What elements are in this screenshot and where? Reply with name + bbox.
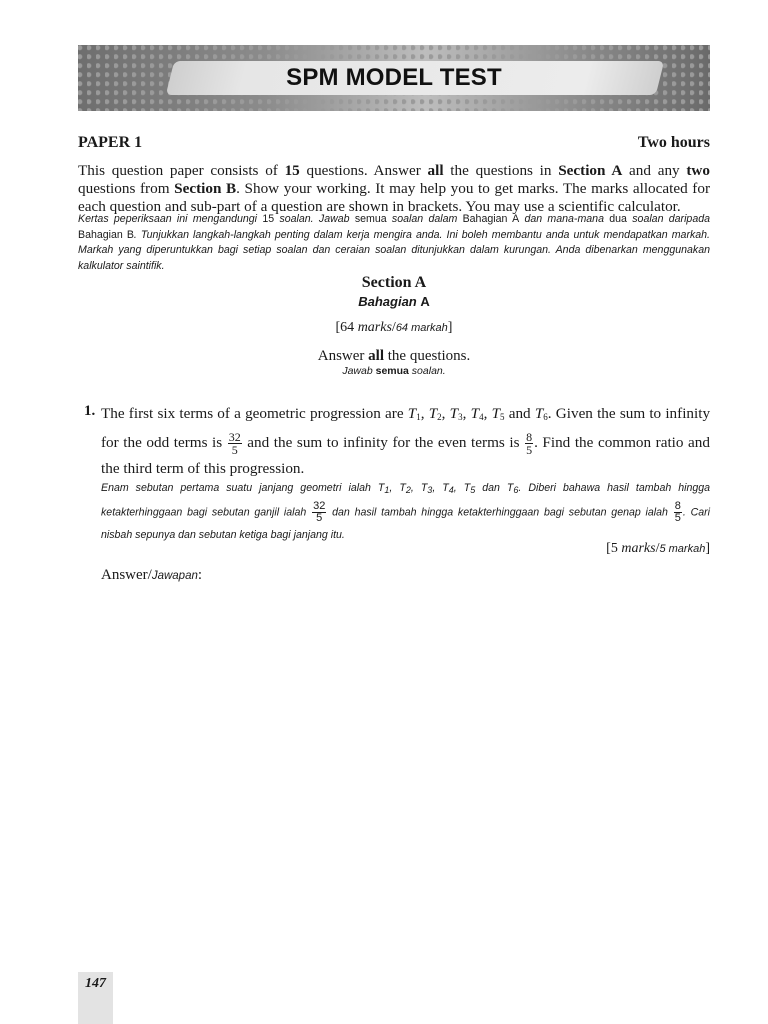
answer-label-colon: : [197,567,203,583]
intro-text: questions. Answer [299,162,428,179]
fraction-denominator: 5 [674,512,681,524]
term-letter: T [420,482,428,494]
term-letter: T [377,482,385,494]
term-subscript: 2 [405,485,411,495]
question-my-text: . Diberi bahawa hasil tambah hingga ketakterhinggaan bagi sebutan ganjil ialah [101,482,711,519]
section-marks-word: marks [357,320,392,335]
intro-text: . Show your working. It may help you to get marks. The marks allocated for each question and sub-part of a question are shown in brackets. You may use a scientific calculator. [78,180,710,215]
section-my-letter: A [420,294,430,309]
intro-my-text: dan mana-mana [519,213,610,225]
question-marks-close: ] [705,541,710,556]
term-letter: T [399,482,406,494]
section-marks-slash: / [391,320,396,335]
question-marks-open: [5 [606,541,622,556]
answer-all-word: all [368,348,384,364]
question-marks-slash: / [655,541,660,556]
intro-my-count: 15 [262,213,275,225]
term-letter: T [407,405,417,422]
instructions-english [78,162,710,216]
term-letter: T [463,482,471,494]
term-separator: , [483,405,492,422]
question-text: The first six terms of a geometric progression are [101,405,408,422]
term-letter: T [506,482,514,494]
question-my-text: dan [475,482,507,494]
section-my-word: Bahagian [358,294,417,309]
fraction-denominator: 5 [526,443,533,458]
intro-text: questions from [78,180,175,197]
intro-my-text: Kertas peperiksaan ini mengandungi [78,213,263,225]
intro-my-semua: semua [354,213,387,225]
fraction-numerator: 32 [313,500,326,512]
term-separator: , [389,482,400,494]
term-subscript: 5 [470,485,476,495]
term-subscript: 4 [479,412,484,422]
term-letter: T [449,405,459,422]
intro-text: This question paper consists of [78,162,285,179]
section-marks [78,320,710,336]
intro-my-bahagian-b: Bahagian B [78,228,134,241]
answer-all-instruction [78,348,710,365]
question-marks-malay: 5 markah [659,543,706,555]
section-marks-close: ] [447,320,453,335]
answer-label [101,567,202,584]
paper-duration: Two hours [637,134,710,151]
question-text: . Given the sum to infinity for the odd terms is [101,405,711,451]
fraction-numerator: 32 [228,430,241,445]
term-separator: , [441,405,450,422]
term-letter: T [428,405,438,422]
term-letter: T [442,482,449,494]
question-text-malay [101,477,710,546]
term-subscript: 3 [458,412,463,422]
fraction-odd-sum-malay [312,501,326,524]
question-number: 1. [84,403,96,419]
question-marks [606,541,710,557]
intro-text: the questions in [443,162,559,179]
answer-label-english: Answer/ [101,567,152,583]
fraction-odd-sum [228,431,242,456]
fraction-even-sum-malay [674,501,682,524]
section-title: Section A [361,274,427,291]
intro-my-text: soalan daripada [626,213,710,225]
question-text: . Find the common ratio and the third term of this progression. [101,434,710,478]
term-separator: , [410,482,421,494]
term-subscript: 4 [448,485,454,495]
answer-label-malay: Jawapan [151,570,198,582]
question-my-text: dan hasil tambah hingga ketakterhinggaan bagi sebutan genap ialah [327,506,673,519]
answer-all-instruction-malay [78,365,710,377]
fraction-numerator: 8 [526,430,533,445]
page-number: 147 [85,976,106,991]
section-title-malay [78,294,710,309]
intro-my-text: . Tunjukkan langkah-langkah penting dalam kerja mengira anda. Ini boleh membantu anda untuk mendapatkan markah. Markah yang diperuntukkan bagi setiap soalan dan ceraian soalan ditunjukkan dalam kurungan. Anda dibenarkan menggunakan kalkulator saintifik. [78,228,711,272]
intro-my-dua: dua [609,213,627,225]
fraction-numerator: 8 [674,500,681,512]
instructions-malay [78,212,710,274]
page-title: SPM MODEL TEST [286,64,502,91]
term-subscript: 6 [513,485,519,495]
term-separator: , [462,405,471,422]
answer-my-text: Jawab [342,365,376,377]
question-marks-word: marks [621,541,656,556]
intro-text: and any [622,162,687,179]
term-separator: , [420,405,429,422]
fraction-denominator: 5 [316,512,323,524]
question-my-text: Enam sebutan pertama suatu janjang geometri ialah [101,482,378,494]
intro-my-text: soalan. Jawab [274,213,355,225]
intro-all: all [427,162,444,179]
term-subscript: 2 [437,412,442,422]
term-letter: T [491,405,501,422]
term-subscript: 6 [543,412,548,422]
intro-two: two [686,162,710,179]
question-text: and [504,405,535,422]
section-marks-malay: 64 markah [395,322,448,334]
term-separator: , [432,482,443,494]
intro-my-text: soalan dalam [386,213,463,225]
answer-my-text: soalan. [408,365,446,377]
term-letter: T [534,405,544,422]
fraction-even-sum [525,431,533,456]
answer-my-semua: semua [375,365,409,377]
header-banner [78,45,710,111]
intro-section-a: Section A [558,162,623,179]
paper-header-row [78,134,710,152]
term-separator: , [453,482,464,494]
term-letter: T [470,405,480,422]
intro-my-bahagian-a: Bahagian A [462,213,520,225]
section-marks-open: [64 [335,320,358,335]
intro-section-b: Section B [174,180,237,197]
term-subscript: 3 [427,485,433,495]
question-my-text: . Cari nisbah sepunya dan sebutan ketiga bagi janjang itu. [101,506,711,541]
question-text: and the sum to infinity for the even terms is [242,434,525,451]
question-text-english [101,401,710,481]
fraction-denominator: 5 [231,443,238,458]
intro-count: 15 [284,162,300,179]
answer-text: Answer [317,348,369,364]
answer-text: the questions. [384,348,471,364]
term-subscript: 1 [384,485,390,495]
paper-label: PAPER 1 [78,134,143,151]
term-subscript: 1 [416,412,421,422]
term-subscript: 5 [500,412,505,422]
